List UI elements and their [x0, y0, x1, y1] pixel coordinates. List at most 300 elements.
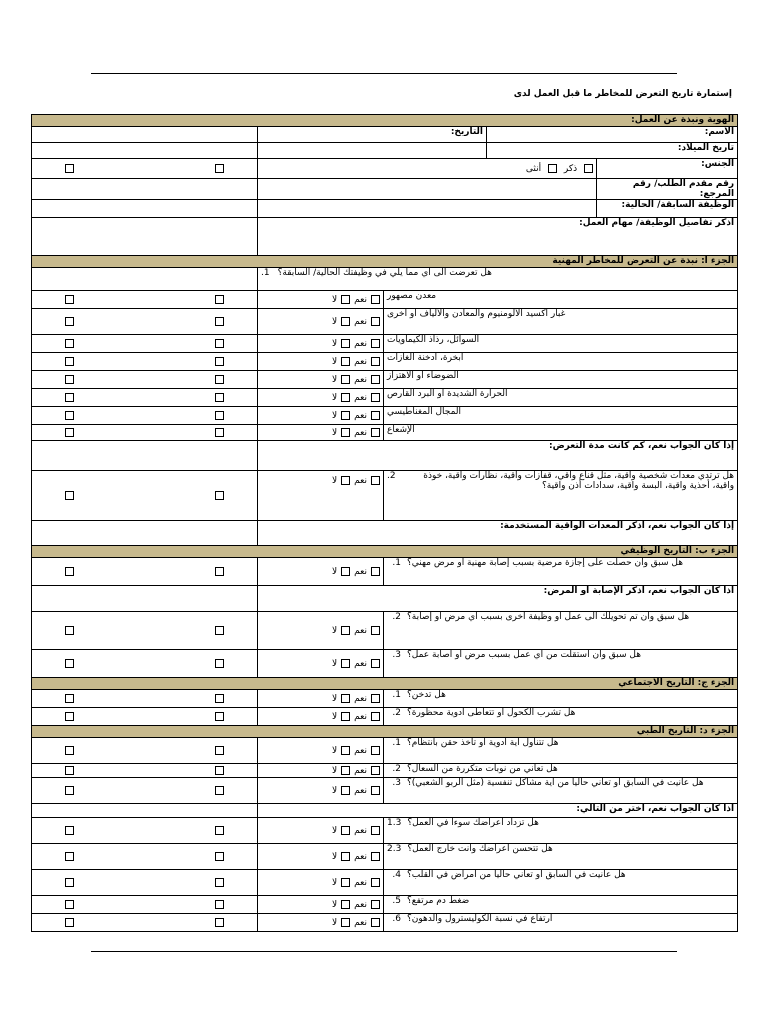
top-rule: [91, 73, 677, 74]
exposure-item-row: [32, 425, 738, 441]
extra-checkbox-1[interactable]: [65, 339, 74, 348]
extra-checkbox-2[interactable]: [215, 357, 224, 366]
no-checkbox[interactable]: [341, 878, 350, 887]
question-cell: [384, 389, 738, 407]
question-cell: [384, 335, 738, 353]
exposure-item-row: [32, 353, 738, 371]
extra-checkbox-1[interactable]: [65, 766, 74, 775]
extra-checkbox-2[interactable]: [215, 786, 224, 795]
no-checkbox[interactable]: [341, 694, 350, 703]
q-text: ارتفاع في نسبة الكوليسترول والدهون؟: [407, 914, 553, 924]
part-d-a: [32, 738, 738, 804]
part-a-items: [32, 291, 738, 441]
q-text: ضغط دم مرتفع؟: [407, 896, 470, 906]
no-label: لا: [332, 566, 338, 577]
q-text: الإشعاع: [387, 425, 415, 435]
yes-label: نعم: [354, 851, 367, 862]
extra-checkboxes: [32, 778, 258, 804]
yes-label: نعم: [354, 877, 367, 888]
yes-label: نعم: [354, 693, 367, 704]
exposure-history-form: [31, 114, 737, 932]
yes-checkbox[interactable]: [371, 393, 380, 402]
yes-label: نعم: [354, 374, 367, 385]
extra-checkbox-1[interactable]: [65, 317, 74, 326]
extra-checkbox-2[interactable]: [215, 375, 224, 384]
dob-label: تاريخ الميلاد:: [677, 143, 735, 153]
q-text: السوائل، رذاذ الكيماويات: [387, 335, 480, 345]
identity-header: الهوية ونبذة عن العمل:: [32, 115, 738, 127]
q-text: أبخرة، أدخنة الغازات: [387, 353, 464, 363]
extra-checkboxes: [32, 335, 258, 353]
question-cell: [384, 764, 738, 778]
no-checkbox[interactable]: [341, 766, 350, 775]
no-checkbox[interactable]: [341, 712, 350, 721]
yes-no-answer: [258, 764, 384, 778]
q-text: غبار أكسيد الألومنيوم والمعادن والألياف أو أخرى: [387, 309, 566, 319]
extra-checkbox-1[interactable]: [65, 900, 74, 909]
exposure-item-row: [32, 389, 738, 407]
extra-checkbox-1[interactable]: [65, 852, 74, 861]
extra-checkboxes: [32, 612, 258, 650]
yes-checkbox[interactable]: [371, 295, 380, 304]
job-extra-field[interactable]: [32, 200, 258, 218]
extra-checkboxes: [32, 291, 258, 309]
extra-checkboxes: [32, 353, 258, 371]
q-text: هل ترتدي معدات شخصية واقية، مثل قناع واقي، قفازات واقية، نظارات واقية، خوذة واقية، أحذية واقية، البسة واقية، سدادات أذن واقية؟: [423, 471, 735, 491]
question-cell: [384, 371, 738, 389]
no-checkbox[interactable]: [341, 786, 350, 795]
yes-label: نعم: [354, 625, 367, 636]
extra-checkbox-2[interactable]: [215, 393, 224, 402]
date-label: التاريخ:: [450, 127, 483, 137]
yes-label: نعم: [354, 338, 367, 349]
part-d-q3-row: [32, 778, 738, 804]
q-num: 3.: [392, 778, 401, 788]
details-label: اذكر تفاصيل الوظيفة/ مهام العمل:: [579, 218, 735, 228]
extra-checkboxes: [32, 844, 258, 870]
no-checkbox[interactable]: [341, 659, 350, 668]
yes-label: نعم: [354, 427, 367, 438]
yes-label: نعم: [354, 899, 367, 910]
yes-no-answer: [258, 309, 384, 335]
part-a-q1: [258, 268, 738, 291]
yes-no-answer: [258, 690, 384, 708]
date-field[interactable]: [258, 127, 487, 143]
yes-no-answer: [258, 778, 384, 804]
part-b-q3-row: [32, 650, 738, 678]
extra-checkbox-1[interactable]: [65, 694, 74, 703]
male-label: ذكر: [563, 163, 578, 174]
question-cell: [384, 896, 738, 914]
q-num: 2.: [392, 612, 401, 622]
no-checkbox[interactable]: [341, 339, 350, 348]
question-cell: [384, 291, 738, 309]
no-label: لا: [332, 825, 338, 836]
respiratory-if-yes: [258, 804, 738, 818]
q-text: هل سبق وأن تم تحويلك الى عمل أو وظيفة أخرى بسبب أي مرض أو إصابة؟: [407, 612, 690, 622]
part-c: [32, 690, 738, 726]
yes-checkbox[interactable]: [371, 766, 380, 775]
no-label: لا: [332, 658, 338, 669]
extra-checkbox-2[interactable]: [215, 694, 224, 703]
yes-checkbox[interactable]: [371, 357, 380, 366]
yes-label: نعم: [354, 825, 367, 836]
no-checkbox[interactable]: [341, 357, 350, 366]
extra-checkboxes: [32, 738, 258, 764]
yes-label: نعم: [354, 765, 367, 776]
extra-checkbox-1[interactable]: [65, 712, 74, 721]
no-label: لا: [332, 476, 338, 486]
bottom-rule: [91, 951, 677, 952]
yes-no-answer: [258, 896, 384, 914]
q-num: 1.: [392, 558, 401, 568]
yes-no-answer: [258, 335, 384, 353]
no-checkbox[interactable]: [341, 567, 350, 576]
part-d-b: [32, 818, 738, 932]
q-num: 5.: [392, 896, 401, 906]
extra-checkbox-1[interactable]: [65, 393, 74, 402]
yes-label: نعم: [354, 316, 367, 327]
gender-field: [597, 159, 738, 179]
extra-checkbox-1[interactable]: [65, 918, 74, 927]
q-text: هل تزداد أعراضك سوءا في العمل؟: [407, 818, 539, 828]
ref-value-field[interactable]: [258, 179, 597, 200]
question-cell: [384, 353, 738, 371]
q-num: 2.: [392, 708, 401, 718]
question-cell: [384, 778, 738, 804]
extra-checkboxes: [32, 708, 258, 726]
part-d-s2-row: [32, 844, 738, 870]
extra-checkboxes: [32, 407, 258, 425]
q-num: 1.: [392, 738, 401, 748]
extra-checkbox-1[interactable]: [65, 567, 74, 576]
part-d-q4-row: [32, 870, 738, 896]
q-text: هل عانيت في السابق أو تعاني حاليا من أمراض في القلب؟: [407, 870, 626, 880]
extra-checkboxes: [32, 425, 258, 441]
yes-no-answer: [258, 844, 384, 870]
extra-checkbox-1[interactable]: [65, 491, 74, 500]
no-checkbox[interactable]: [341, 393, 350, 402]
yes-checkbox[interactable]: [371, 626, 380, 635]
exposure-item-row: [32, 335, 738, 353]
no-checkbox[interactable]: [341, 295, 350, 304]
extra-checkbox-1[interactable]: [65, 878, 74, 887]
extra-checkbox-2[interactable]: [215, 918, 224, 927]
part-a-q1-blank: [32, 268, 258, 291]
yes-checkbox[interactable]: [371, 476, 380, 485]
no-label: لا: [332, 625, 338, 636]
question-cell: [384, 818, 738, 844]
part-c-header: الجزء ج: التاريخ الاجتماعي: [32, 678, 738, 690]
extra-checkbox-2[interactable]: [215, 428, 224, 437]
yes-checkbox[interactable]: [371, 694, 380, 703]
question-cell: [384, 844, 738, 870]
dob-value-field[interactable]: [258, 143, 487, 159]
question-cell: [384, 612, 738, 650]
yes-checkbox[interactable]: [371, 826, 380, 835]
yes-no-answer: [258, 818, 384, 844]
q-num: 2.: [387, 471, 396, 481]
q-num: 4.: [392, 870, 401, 880]
q-text: هل تتناول أية أدوية أو تأخذ حقن بانتظام؟: [407, 738, 559, 748]
extra-checkbox-1[interactable]: [65, 626, 74, 635]
yes-checkbox[interactable]: [371, 339, 380, 348]
extra-checkbox-1[interactable]: [65, 428, 74, 437]
no-label: لا: [332, 899, 338, 910]
extra-checkbox-2[interactable]: [215, 900, 224, 909]
yes-no-answer: [258, 389, 384, 407]
yes-no-answer: [258, 650, 384, 678]
exposure-item-row: [32, 407, 738, 425]
yes-checkbox[interactable]: [371, 375, 380, 384]
extra-checkbox-2[interactable]: [215, 659, 224, 668]
extra-checkboxes: [32, 818, 258, 844]
duration-extra-field[interactable]: [32, 441, 258, 471]
no-checkbox[interactable]: [341, 852, 350, 861]
equipment-field[interactable]: [258, 521, 738, 546]
duration-field[interactable]: [258, 441, 738, 471]
part-a-q2-row: [32, 471, 738, 521]
yes-checkbox[interactable]: [371, 900, 380, 909]
yes-no-answer: [258, 708, 384, 726]
job-label: الوظيفة السابقة/ الحالية:: [621, 200, 735, 210]
ref-label: رقم مقدم الطلب/ رقم المرجع:: [632, 179, 735, 199]
no-label: لا: [332, 745, 338, 756]
q-num: 1.: [261, 268, 270, 278]
no-checkbox[interactable]: [341, 375, 350, 384]
no-checkbox[interactable]: [341, 411, 350, 420]
question-cell: [384, 870, 738, 896]
question-cell: [384, 425, 738, 441]
question-cell: [384, 708, 738, 726]
q-text: هل عانيت في السابق أو تعاني حاليا من أية مشاكل تنفسية (مثل الربو الشعبي)؟: [407, 778, 704, 788]
q-text: الحرارة الشديدة أو البرد القارص: [387, 389, 508, 399]
injury-extra-field[interactable]: [32, 586, 258, 612]
extra-checkboxes: [32, 389, 258, 407]
no-checkbox[interactable]: [341, 317, 350, 326]
part-b-header: الجزء ب: التاريخ الوظيفي: [32, 546, 738, 558]
exposure-item-row: [32, 309, 738, 335]
extra-checkbox-2[interactable]: [215, 712, 224, 721]
dob-field[interactable]: [487, 143, 738, 159]
equipment-label: إذا كان الجواب نعم، اذكر المعدات الواقية المستخدمة:: [500, 521, 735, 531]
q-num: 1.3: [387, 818, 402, 828]
extra-checkboxes: [32, 870, 258, 896]
yes-checkbox[interactable]: [371, 712, 380, 721]
yes-no-answer: [258, 425, 384, 441]
job-value-field[interactable]: [258, 200, 597, 218]
yes-no-answer: [258, 353, 384, 371]
yes-checkbox[interactable]: [371, 567, 380, 576]
female-checkbox[interactable]: [548, 164, 557, 173]
q-text: هل تدخن؟: [407, 690, 446, 700]
extra-checkboxes: [32, 764, 258, 778]
no-label: لا: [332, 410, 338, 421]
extra-checkbox-2[interactable]: [215, 491, 224, 500]
female-label: أنثى: [525, 163, 542, 174]
yes-checkbox[interactable]: [371, 878, 380, 887]
duration-label: إذا كان الجواب نعم، كم كانت مدة التعرض:: [548, 441, 735, 451]
exposure-item-row: [32, 371, 738, 389]
ref-extra-field[interactable]: [32, 179, 258, 200]
yes-no-answer: [258, 914, 384, 932]
yes-no-answer: [258, 558, 384, 586]
extra-checkbox-1[interactable]: [65, 826, 74, 835]
extra-checkboxes: [32, 309, 258, 335]
yes-no-answer: [258, 870, 384, 896]
name-label: الاسم:: [704, 127, 735, 137]
no-label: لا: [332, 711, 338, 722]
dob-extra-field[interactable]: [32, 143, 258, 159]
yes-checkbox[interactable]: [371, 852, 380, 861]
extra-checkbox-2[interactable]: [215, 567, 224, 576]
extra-checkbox-2[interactable]: [215, 878, 224, 887]
no-checkbox[interactable]: [341, 900, 350, 909]
details-extra-field[interactable]: [32, 218, 258, 256]
q-text: المجال المغناطيسي: [387, 407, 462, 417]
extra-checkbox-2[interactable]: [215, 626, 224, 635]
yes-no-answer: [258, 407, 384, 425]
extra-checkbox-2[interactable]: [215, 852, 224, 861]
extra-checkbox-1[interactable]: [65, 411, 74, 420]
yes-label: نعم: [354, 745, 367, 756]
no-checkbox[interactable]: [341, 626, 350, 635]
no-label: لا: [332, 851, 338, 862]
question-cell: [384, 558, 738, 586]
name-field[interactable]: [487, 127, 738, 143]
extra-checkbox-2[interactable]: [215, 164, 224, 173]
yes-no-answer: [258, 738, 384, 764]
part-d-q5-row: [32, 896, 738, 914]
extra-checkbox-2[interactable]: [215, 411, 224, 420]
yes-checkbox[interactable]: [371, 918, 380, 927]
extra-checkboxes: [32, 896, 258, 914]
q-num: 1.: [392, 690, 401, 700]
part-d-s1-row: [32, 818, 738, 844]
details-field[interactable]: [258, 218, 738, 256]
male-checkbox[interactable]: [584, 164, 593, 173]
yes-label: نعم: [354, 294, 367, 305]
extra-checkbox-1[interactable]: [65, 375, 74, 384]
q-text: هل تعاني من نوبات متكررة من السعال؟: [407, 764, 558, 774]
yes-checkbox[interactable]: [371, 659, 380, 668]
extra-checkboxes: [32, 558, 258, 586]
yes-no-answer: [258, 291, 384, 309]
question-cell: [384, 738, 738, 764]
no-checkbox[interactable]: [341, 918, 350, 927]
no-label: لا: [332, 785, 338, 796]
q-text: الضوضاء أو الاهتزاز: [387, 371, 459, 381]
yes-label: نعم: [354, 392, 367, 403]
no-checkbox[interactable]: [341, 476, 350, 485]
no-label: لا: [332, 877, 338, 888]
no-checkbox[interactable]: [341, 826, 350, 835]
part-d-q2-row: [32, 764, 738, 778]
extra-checkboxes: [32, 690, 258, 708]
extra-checkbox-1[interactable]: [65, 295, 74, 304]
yes-label: نعم: [354, 476, 367, 486]
yes-label: نعم: [354, 410, 367, 421]
no-label: لا: [332, 316, 338, 327]
part-a-header: الجزء أ: نبذة عن التعرض للمخاطر المهنية: [32, 256, 738, 268]
no-checkbox[interactable]: [341, 746, 350, 755]
question-cell: [384, 690, 738, 708]
yes-no-answer: [258, 371, 384, 389]
part-a-q2-extra: [32, 471, 258, 521]
extra-checkbox-2[interactable]: [215, 295, 224, 304]
extra-checkboxes: [32, 914, 258, 932]
extra-checkbox-2[interactable]: [215, 746, 224, 755]
question-cell: [384, 914, 738, 932]
injury-label: اذا كان الجواب نعم، اذكر الإصابة او المرض:: [543, 586, 735, 596]
part-b-q1: [32, 558, 738, 586]
equipment-extra-field[interactable]: [32, 521, 258, 546]
part-a-q2: [384, 471, 738, 521]
yes-label: نعم: [354, 785, 367, 796]
extra-checkbox-2[interactable]: [215, 317, 224, 326]
no-label: لا: [332, 917, 338, 928]
form-table: [31, 114, 738, 932]
question-cell: [384, 407, 738, 425]
q-text: هل تعرضت الى أي مما يلي في وظيفتك الحالية/ السابقة؟: [277, 268, 492, 278]
injury-field[interactable]: [258, 586, 738, 612]
yes-checkbox[interactable]: [371, 428, 380, 437]
yes-checkbox[interactable]: [371, 746, 380, 755]
gender-options: [258, 159, 597, 179]
no-label: لا: [332, 765, 338, 776]
yes-label: نعم: [354, 917, 367, 928]
extra-checkbox-1[interactable]: [65, 786, 74, 795]
question-cell: [384, 309, 738, 335]
q-num: 3.: [392, 650, 401, 660]
no-label: لا: [332, 374, 338, 385]
extra-checkbox-1[interactable]: [65, 659, 74, 668]
extra-checkboxes: [32, 371, 258, 389]
extra-checkbox-2[interactable]: [215, 826, 224, 835]
no-label: لا: [332, 427, 338, 438]
no-label: لا: [332, 693, 338, 704]
respiratory-extra-field: [32, 804, 258, 818]
yes-checkbox[interactable]: [371, 786, 380, 795]
part-d-q6-row: [32, 914, 738, 932]
extra-checkbox-1[interactable]: [65, 164, 74, 173]
extra-checkbox-1[interactable]: [65, 357, 74, 366]
ref-field: [597, 179, 738, 200]
name-value-field[interactable]: [32, 127, 258, 143]
q-text: معدن مصهور: [387, 291, 437, 301]
part-d-header: الجزء د: التاريخ الطبي: [32, 726, 738, 738]
part-b-q1-row: [32, 558, 738, 586]
extra-checkbox-2[interactable]: [215, 339, 224, 348]
part-b-q2-row: [32, 612, 738, 650]
no-checkbox[interactable]: [341, 428, 350, 437]
extra-checkbox-2[interactable]: [215, 766, 224, 775]
gender-extra-checkboxes: [32, 159, 258, 179]
yes-checkbox[interactable]: [371, 317, 380, 326]
yes-checkbox[interactable]: [371, 411, 380, 420]
job-field: [597, 200, 738, 218]
no-label: لا: [332, 356, 338, 367]
form-title: إستمارة تاريخ التعرض للمخاطر ما قبل العمل لدى: [513, 89, 732, 99]
extra-checkbox-1[interactable]: [65, 746, 74, 755]
q-text: هل تتحسن أعراضك وأنت خارج العمل؟: [407, 844, 553, 854]
q-text: هل تشرب الكحول أو تتعاطى أدوية محظورة؟: [407, 708, 576, 718]
no-label: لا: [332, 392, 338, 403]
q-num: 2.3: [387, 844, 402, 854]
no-label: لا: [332, 338, 338, 349]
q-text: هل سبق وأن استقلت من أي عمل بسبب مرض أو اصابة عمل؟: [407, 650, 641, 660]
part-a-q2-answer: [258, 471, 384, 521]
